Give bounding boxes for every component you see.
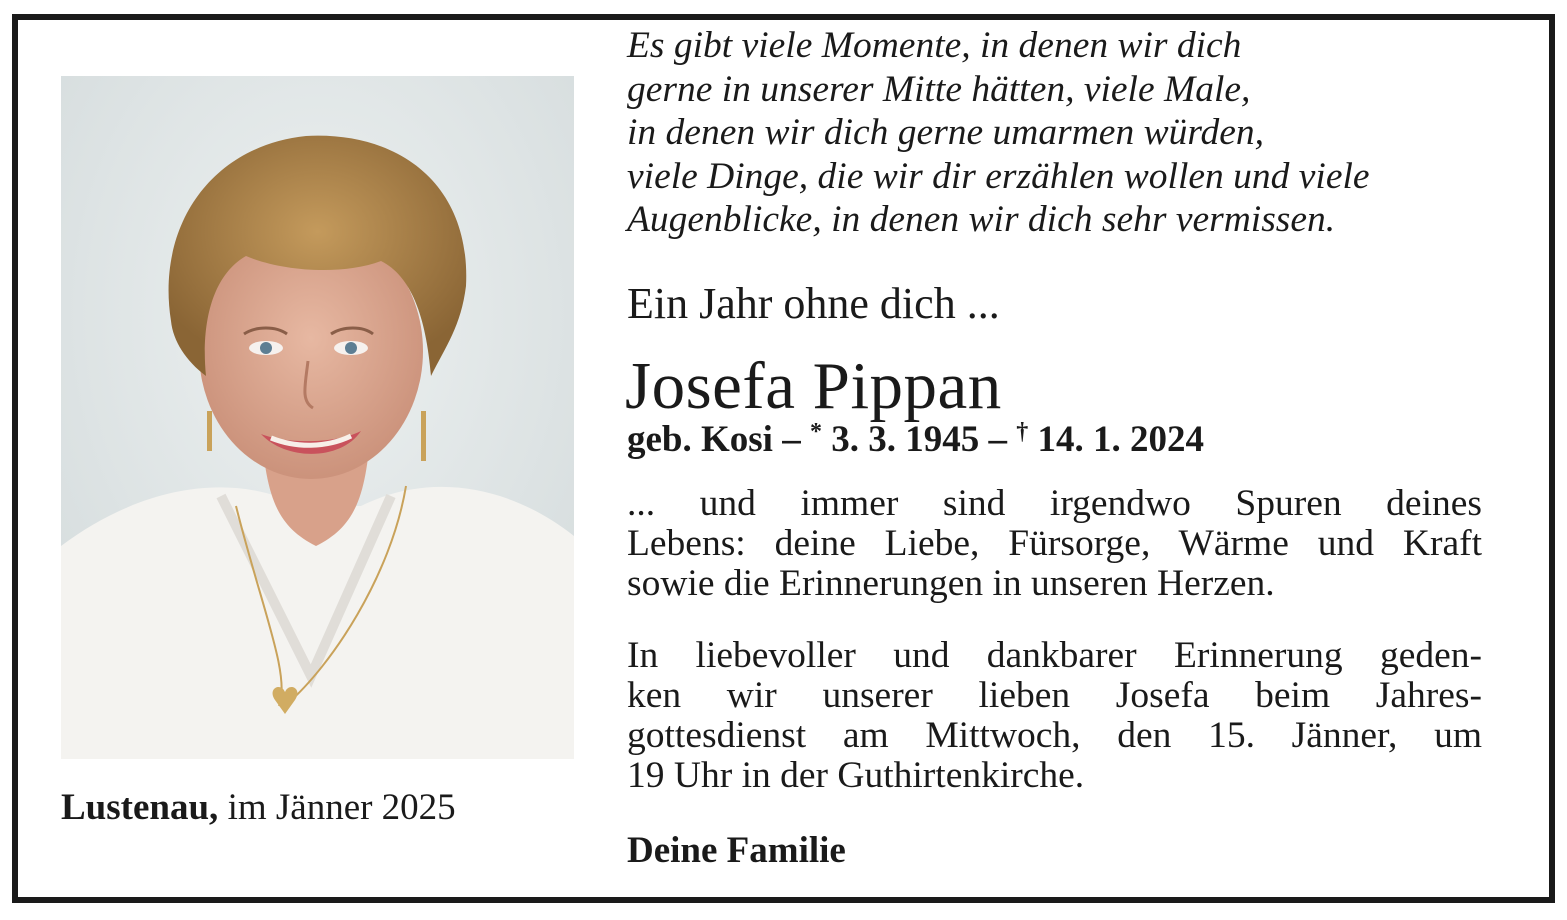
paragraph-line: sowie die Erinnerungen in unseren Herzen. [627, 563, 1275, 604]
place-date-line [61, 786, 581, 829]
death-symbol: † [1016, 419, 1029, 445]
poem-line: Augenblicke, in denen wir dich sehr vermissen. [627, 199, 1336, 240]
paragraph-line: In liebevoller und dankbarer Erinnerung geden- [627, 635, 1482, 676]
poem-line: viele Dinge, die wir dir erzählen wollen und viele [627, 155, 1370, 197]
birth-symbol: * [809, 419, 822, 445]
paragraph-line: 19 Uhr in der Guthirtenkirche. [627, 755, 1085, 796]
birth-date: 3. 3. 1945 – [831, 419, 1007, 460]
poem-line: gerne in unserer Mitte hätten, viele Male, [627, 68, 1251, 110]
memorial-paragraph [627, 484, 1482, 604]
portrait-photo-icon [61, 76, 574, 759]
life-dates [627, 418, 1507, 461]
intro-line: Ein Jahr ohne dich ... [627, 279, 1000, 328]
portrait-photo [61, 76, 574, 759]
poem [627, 24, 1507, 242]
place-town: Lustenau, [61, 787, 219, 828]
deceased-name: Josefa Pippan [625, 349, 1002, 423]
paragraph-line: Lebens: deine Liebe, Fürsorge, Wärme und Kraft [627, 523, 1482, 564]
paragraph-line: ... und immer sind irgendwo Spuren deines [627, 483, 1482, 524]
signature: Deine Familie [627, 830, 846, 871]
poem-line: Es gibt viele Momente, in denen wir dich [627, 25, 1242, 66]
place-date: im Jänner 2025 [227, 787, 456, 828]
paragraph-line: ken wir unserer lieben Josefa beim Jahres- [627, 675, 1482, 716]
service-paragraph [627, 636, 1482, 796]
paragraph-line: gottesdienst am Mittwoch, den 15. Jänner, um [627, 715, 1482, 756]
death-date: 14. 1. 2024 [1037, 419, 1204, 460]
maiden-name: geb. Kosi – [627, 419, 801, 460]
poem-line: in denen wir dich gerne umarmen würden, [627, 112, 1265, 153]
